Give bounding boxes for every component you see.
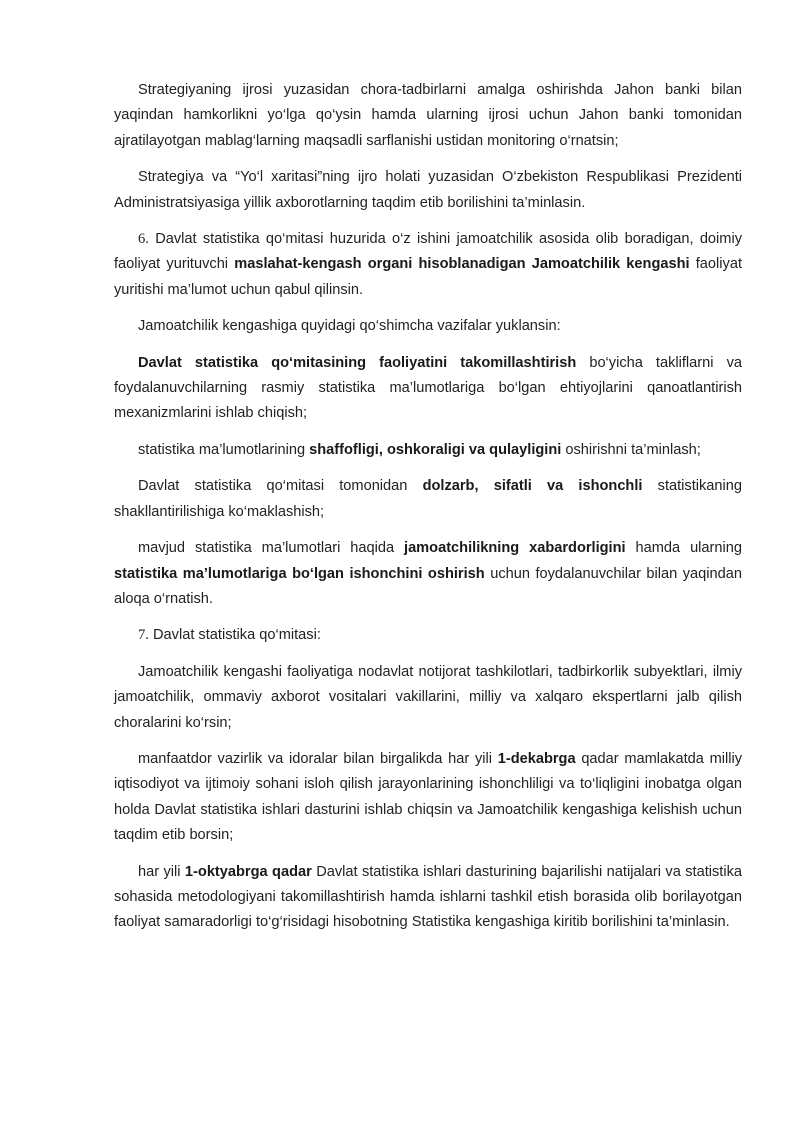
paragraph-12 [114, 860, 742, 936]
paragraph-item-6 [114, 227, 742, 303]
paragraph-10 [114, 660, 742, 736]
paragraph-1 [114, 78, 742, 154]
bold-text-run: shaffofligi, oshkoraligi va qulayligini [309, 441, 562, 458]
text-run: Strategiya va “Yo‘l xaritasi”ning ijro holati yuzasidan O‘zbekiston Respublikasi Prezidenti Administratsiyasiga yillik axborotlarning taqdim etib borilishini ta’minlasin. [114, 169, 742, 211]
text-run: 6. [138, 231, 149, 248]
bold-text-run: Davlat statistika qo‘mitasining faoliyatini takomillashtirish [138, 354, 577, 371]
text-run: statistikaning shakllantirilishiga ko‘maklashish; [114, 478, 743, 520]
text-run: Strategiyaning ijrosi yuzasidan chora-tadbirlarni amalga oshirishda Jahon banki bilan yaqindan hamkorlikni yo‘lga qo‘ysin hamda ularning ijrosi uchun Jahon banki tomonidan ajratilayotgan mablag‘larning maqsadli sarflanishi ustidan monitoring o‘rnatsin; [114, 82, 742, 149]
text-run: manfaatdor vazirlik va idoralar bilan birgalikda har yili [138, 750, 498, 767]
text-run: Davlat statistika qo‘mitasi: [148, 627, 321, 644]
text-run: qadar mamlakatda milliy iqtisodiyot va ijtimoiy sohani isloh qilish jarayonlarining ishonchliligi va to‘liqligini inobatga olgan holda Davlat statistika ishlari dasturini ishlab chiqsin va Jamoatchilik kengashiga kelishish uchun taqdim etib borsin; [114, 750, 743, 844]
paragraph-item-7 [114, 623, 742, 648]
bold-text-run: dolzarb, sifatli va ishonchli [422, 478, 643, 495]
text-run: oshirishni ta’minlash; [561, 441, 701, 458]
bold-text-run: 1-dekabrga [497, 750, 576, 767]
text-run: har yili [138, 863, 185, 880]
text-run: hamda ularning [625, 540, 742, 557]
text-run: bo‘yicha takliflarni va foydalanuvchilarning rasmiy statistika ma’lumotlariga bo‘lgan ehtiyojlarini qanoatlantirish mexanizmlarini ishlab chiqish; [114, 354, 742, 422]
paragraph-4 [114, 314, 742, 339]
text-run: 7. [138, 627, 149, 644]
text-run: uchun foydalanuvchilar bilan yaqindan aloqa o‘rnatish. [114, 565, 742, 607]
paragraph-11 [114, 747, 742, 849]
bold-text-run: statistika ma’lumotlariga bo‘lgan ishonchini oshirish [114, 565, 485, 582]
text-run: mavjud statistika ma’lumotlari haqida [138, 540, 405, 557]
bold-text-run: maslahat-kengash organi hisoblanadigan Jamoatchilik kengashi [234, 256, 690, 273]
text-run: statistika ma’lumotlarining [138, 441, 310, 458]
document-page [114, 78, 742, 947]
text-run: Jamoatchilik kengashiga quyidagi qo‘shimcha vazifalar yuklansin: [138, 318, 561, 335]
bold-text-run: 1-oktyabrga qadar [184, 863, 312, 880]
text-run: Davlat statistika qo‘mitasi huzurida o‘z ishini jamoatchilik asosida olib boradigan, doimiy faoliyat yurituvchi [114, 231, 742, 273]
text-run: Jamoatchilik kengashi faoliyatiga nodavlat notijorat tashkilotlari, tadbirkorlik subyektlari, ilmiy jamoatchilik, ommaviy axborot vositalari vakillarini, milliy va xalqaro ekspertlarni jalb qilish choralarini ko‘rsin; [114, 663, 742, 731]
paragraph-5 [114, 351, 742, 427]
text-run: Davlat statistika qo‘mitasi tomonidan [138, 478, 423, 495]
bold-text-run: jamoatchilikning xabardorligini [404, 540, 626, 557]
paragraph-6 [114, 438, 742, 463]
paragraph-8 [114, 536, 742, 612]
paragraph-2 [114, 165, 742, 216]
text-run: faoliyat yuritishi ma’lumot uchun qabul qilinsin. [114, 256, 742, 298]
paragraph-7 [114, 474, 742, 525]
text-run: Davlat statistika ishlari dasturining bajarilishi natijalari va statistika sohasida metodologiyani takomillashtirish hamda ishlarni tashkil etish borasida olib borilayotgan faoliyat samaradorligi to‘g‘risidagi hisobotning Statistika kengashiga kiritib borilishini ta’minlasin. [114, 863, 742, 931]
